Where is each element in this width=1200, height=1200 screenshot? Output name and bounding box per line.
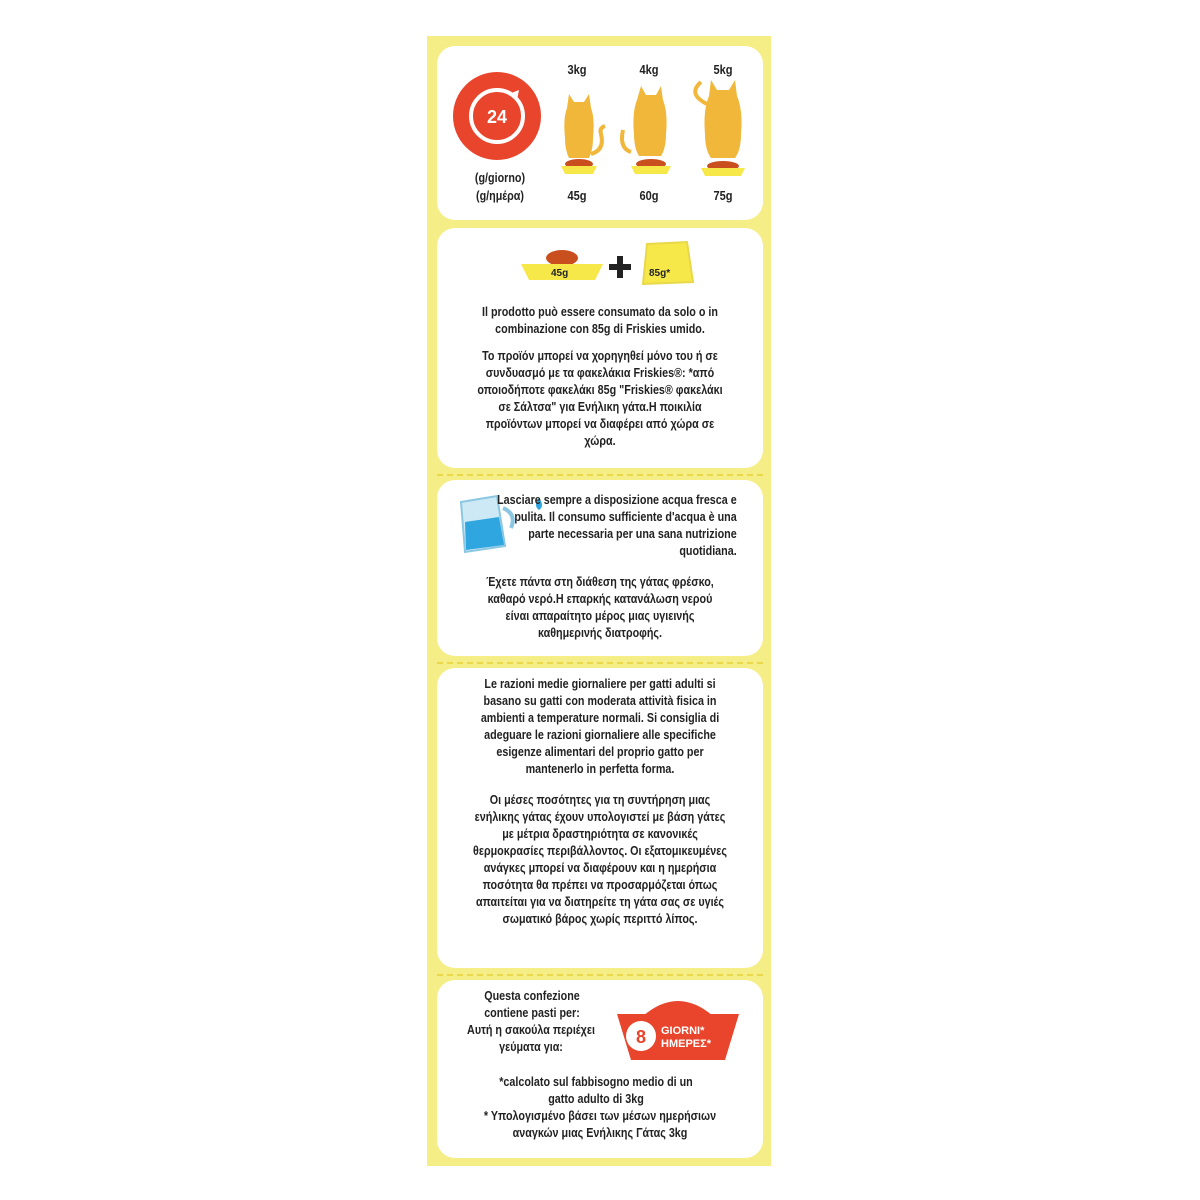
clock-hours-text: 24	[486, 107, 508, 127]
amount-60g: 60g	[639, 188, 659, 203]
wet-food-pouch-icon	[637, 240, 697, 286]
water-card	[437, 480, 763, 656]
amount-45g: 45g	[567, 188, 587, 203]
pack-text-gr: Αυτή η σακούλα περιέχει γεύματα για:	[467, 1023, 595, 1054]
divider-3	[437, 974, 763, 976]
pack-card	[437, 980, 763, 1158]
cat-large-icon	[685, 74, 757, 178]
combination-text-gr: Το προϊόν μπορεί να χορηγηθεί μόνο του ή σε συνδυασμό με τα φακελάκια Friskies®: *από οποιοδήποτε φακελάκι 85g "Friskies® φακελάκι σε Σάλτσα" για Ενήλικη γάτα.Η ποικιλία προϊόντων μπορεί να διαφέρει από χώρα σε χώρα.	[477, 349, 723, 448]
divider-2	[437, 662, 763, 664]
amount-75g: 75g	[713, 188, 733, 203]
weight-4kg: 4kg	[639, 62, 659, 77]
water-text-gr: Έχετε πάντα στη διάθεση της γάτας φρέσκο, καθαρό νερό.Η επαρκής κατανάλωση νερού είναι απαραίτητο μέρος μιας υγιεινής καθημερινής διατροφής.	[486, 575, 714, 640]
cat-medium-icon	[617, 80, 683, 176]
pack-text-it: Questa confezione contiene pasti per:	[484, 989, 580, 1020]
plus-icon	[609, 256, 631, 278]
clock-24h-icon	[449, 68, 545, 164]
weight-5kg: 5kg	[713, 62, 733, 77]
days-number: 8	[635, 1027, 647, 1047]
weight-3kg: 3kg	[567, 62, 587, 77]
days-it: GIORNI*	[661, 1025, 705, 1037]
days-gr: ΗΜΕΡΕΣ*	[661, 1038, 711, 1050]
combination-text-it: Il prodotto può essere consumato da solo o in combinazione con 85g di Friskies umido.	[482, 305, 718, 336]
divider-1	[437, 474, 763, 476]
rations-card	[437, 668, 763, 968]
note-gr: * Υπολογισμένο βάσει των μέσων ημερήσιων αναγκών μιας Ενήλικης Γάτας 3kg	[483, 1109, 717, 1140]
rations-text-gr: Οι μέσες ποσότητες για τη συντήρηση μιας ενήλικης γάτας έχουν υπολογιστεί με βάση γάτες με μέτρια δραστηριότητα σε κανονικές θερμοκρασίες περιβάλλοντος. Οι εξατομικευμένες ανάγκες μπορεί να διαφέρουν και η ημερήσια ποσότητα θα πρέπει να προσαρμόζεται όπως απαιτείται για να διατηρείτε τη γάτα σας σε υγιές σωματικό βάρος χωρίς περιττό λίπος.	[473, 793, 727, 926]
combination-card	[437, 228, 763, 468]
dry-food-label: 45g	[551, 268, 569, 279]
rations-text-it: Le razioni medie giornaliere per gatti adulti si basano su gatti con moderata attività fisica in ambienti a temperature normali. Si consiglia di adeguare le razioni giornaliere alle specifiche esigenze alimentari del proprio gatto per mantenerlo in perfetta forma.	[480, 677, 720, 776]
unit-gr: (g/ημέρα)	[476, 189, 524, 203]
feeding-table-card	[437, 46, 763, 220]
unit-it: (g/giorno)	[474, 171, 526, 185]
note-it: *calcolato sul fabbisogno medio di un gatto adulto di 3kg	[499, 1075, 693, 1106]
cat-small-icon	[549, 86, 609, 176]
water-text-it: Lasciare sempre a disposizione acqua fresca e pulita. Il consumo sufficiente d'acqua è una parte necessaria per una sana nutrizione quotidiana.	[497, 493, 737, 558]
food-bowl-days-icon	[613, 986, 743, 1066]
wet-food-label: 85g*	[649, 268, 671, 279]
